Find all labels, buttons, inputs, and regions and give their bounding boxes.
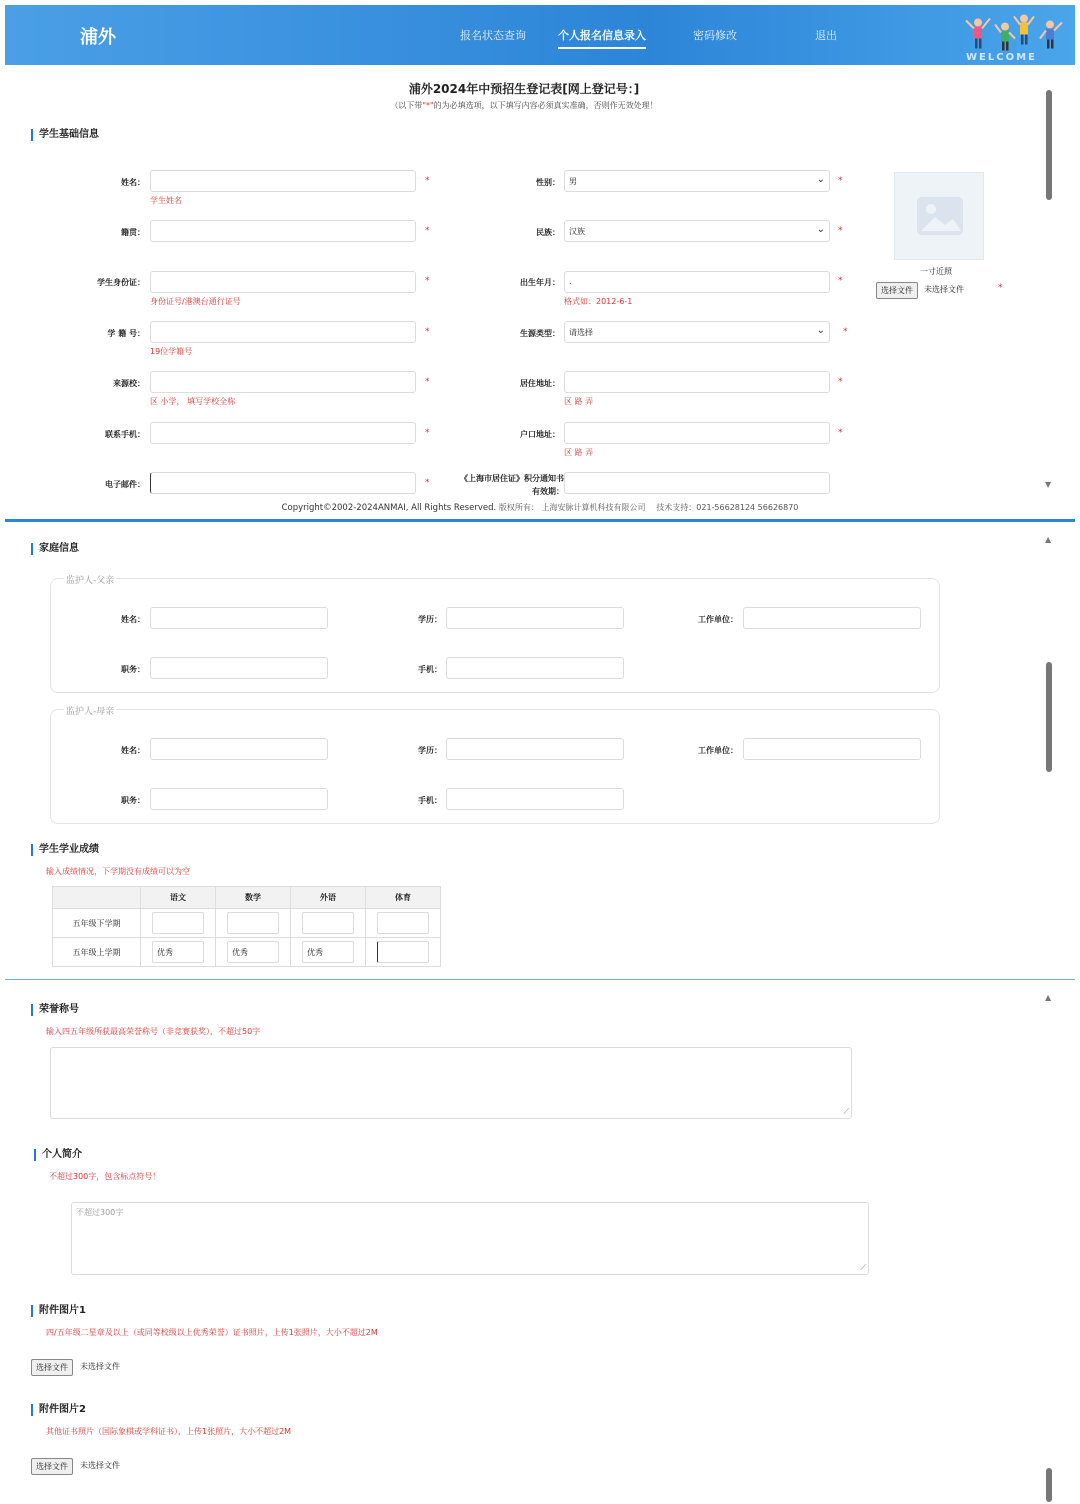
section-scores: 学生学业成绩 (31, 844, 99, 856)
attachment-1-file-button[interactable]: 选择文件 (31, 1359, 73, 1376)
divider (5, 519, 1075, 522)
nav-password-change[interactable]: 密码修改 (693, 29, 737, 42)
honor-note: 输入四五年级所获最高荣誉称号（非竞赛获奖），不超过50字 (46, 1027, 261, 1036)
scroll-up-arrow-icon[interactable]: ▲ (1045, 535, 1052, 544)
birth-required-star: * (838, 276, 843, 286)
nav-info-entry[interactable]: 个人报名信息录入 (558, 27, 646, 49)
table-header-row (53, 887, 441, 909)
address-hint: 区 路 弄 (564, 397, 594, 406)
source-school-label: 来源校： (113, 379, 145, 388)
intro-textarea[interactable] (71, 1202, 869, 1275)
footer-owner: 版权所有： 上海安脉计算机科技有限公司 (498, 503, 646, 512)
score-input[interactable] (152, 912, 204, 934)
photo-file-button[interactable]: 选择文件 (876, 282, 918, 299)
score-input[interactable]: 优秀 (152, 941, 204, 963)
photo-required-star: * (998, 283, 1003, 293)
section-family-info: 家庭信息 (31, 543, 79, 555)
mother-name-input[interactable] (150, 738, 328, 760)
address-required-star: * (838, 377, 843, 387)
native-place-input[interactable] (150, 220, 416, 242)
source-school-input[interactable] (150, 371, 416, 393)
honor-textarea[interactable] (50, 1047, 852, 1119)
subtitle-text-post: 的为必填选项，以下填写内容必须真实准确，否则作无效处理！ (433, 101, 658, 110)
attachment-1-file-status: 未选择文件 (80, 1362, 120, 1371)
resize-grip-icon[interactable]: ⟋ (843, 1107, 849, 1116)
father-edu-input[interactable] (446, 607, 624, 629)
divider (5, 979, 1075, 980)
hukou-input[interactable] (564, 422, 830, 444)
residence-permit-input[interactable] (564, 472, 830, 494)
student-roll-label: 学 籍 号： (107, 329, 145, 338)
father-job-input[interactable] (150, 657, 328, 679)
birth-date-input[interactable]: . (564, 271, 830, 293)
table-row (53, 909, 441, 938)
table-cell (216, 938, 291, 967)
scrollbar-bottom[interactable] (1046, 1468, 1052, 1502)
hukou-label: 户口地址： (520, 430, 560, 439)
student-roll-input[interactable] (150, 321, 416, 343)
id-required-star: * (425, 276, 430, 286)
table-header-cell (53, 887, 141, 909)
subtitle-required-mark: "*" (422, 101, 434, 110)
photo-file-status: 未选择文件 (924, 285, 964, 294)
table-header-cell: 体育 (366, 887, 441, 909)
ethnicity-required-star: * (838, 226, 843, 236)
attachment-2-file-button[interactable]: 选择文件 (31, 1458, 73, 1475)
father-work-input[interactable] (743, 607, 921, 629)
footer (0, 502, 1080, 513)
mother-work-input[interactable] (743, 738, 921, 760)
scores-table (52, 886, 441, 967)
phone-label: 联系手机： (105, 430, 145, 439)
table-row (53, 938, 441, 967)
footer-copyright: Copyright©2002-2024ANMAI, All Rights Reserved. (281, 503, 497, 513)
footer-support: 技术支持：021-56628124 56626870 (656, 503, 799, 512)
birth-date-hint: 格式如：2012-6-1 (564, 297, 633, 306)
id-number-input[interactable] (150, 271, 416, 293)
father-legend: 监护人-父亲 (64, 573, 116, 586)
gender-select[interactable] (564, 170, 830, 192)
section-attachment-2: 附件图片2 (31, 1404, 86, 1416)
score-input[interactable] (302, 912, 354, 934)
mother-phone-label: 手机： (418, 796, 442, 805)
ethnicity-label: 民族： (536, 228, 560, 237)
score-input[interactable] (377, 941, 429, 963)
birth-date-label: 出生年月： (520, 278, 560, 287)
mother-phone-input[interactable] (446, 788, 624, 810)
mother-legend: 监护人-母亲 (64, 704, 116, 717)
student-roll-hint: 19位学籍号 (150, 347, 193, 356)
table-cell (216, 909, 291, 938)
table-cell (366, 909, 441, 938)
intro-note: 不超过300字，包含标点符号！ (49, 1172, 161, 1181)
attachment-2-note: 其他证书照片（国际象棋或学科证书），上传1张照片，大小不超过2M (46, 1427, 292, 1436)
photo-preview (894, 172, 984, 260)
mother-name-label: 姓名： (121, 746, 145, 755)
section-honor: 荣誉称号 (31, 1004, 79, 1016)
intro-placeholder: 不超过300字 (76, 1208, 124, 1217)
gender-required-star: * (838, 176, 843, 186)
hukou-hint: 区 路 弄 (564, 448, 594, 457)
table-cell (366, 938, 441, 967)
father-phone-input[interactable] (446, 657, 624, 679)
residence-permit-label-line1: 《上海市居住证》积分通知书 (460, 474, 564, 483)
chevron-down-icon: ⌄ (816, 325, 825, 336)
scrollbar-basic[interactable] (1046, 90, 1052, 200)
subtitle-text-pre: （以下带 (390, 101, 423, 110)
address-input[interactable] (564, 371, 830, 393)
scrollbar-family[interactable] (1046, 662, 1052, 772)
table-cell (291, 938, 366, 967)
term-cell: 五年级下学期 (53, 909, 141, 938)
father-job-label: 职务： (121, 665, 145, 674)
scores-note: 输入成绩情况，下学期没有成绩可以为空 (46, 867, 190, 876)
welcome-text: WELCOME (966, 52, 1037, 63)
brand-logo: 浦外 (80, 27, 116, 48)
ethnicity-select[interactable] (564, 220, 830, 242)
school-required-star: * (425, 377, 430, 387)
image-placeholder-icon (895, 173, 985, 261)
name-required-star: * (425, 176, 430, 186)
mother-edu-input[interactable] (446, 738, 624, 760)
top-header (5, 5, 1075, 65)
mother-job-input[interactable] (150, 788, 328, 810)
residence-permit-label (430, 473, 564, 497)
hukou-required-star: * (838, 428, 843, 438)
mother-work-label: 工作单位： (698, 746, 738, 755)
form-title: 浦外2024年中预招生登记表[网上登记号：] (408, 82, 640, 96)
section-intro: 个人简介 (34, 1149, 82, 1161)
scroll-up-arrow-icon[interactable]: ▲ (1045, 993, 1052, 1002)
gender-selected-value: 男 (569, 177, 577, 186)
name-input[interactable] (150, 170, 416, 192)
table-cell (141, 938, 216, 967)
native-place-label: 籍贯： (121, 228, 145, 237)
table-cell (141, 909, 216, 938)
score-input[interactable]: 优秀 (302, 941, 354, 963)
name-label: 姓名： (121, 178, 145, 187)
score-input[interactable]: 优秀 (227, 941, 279, 963)
mother-edu-label: 学历： (418, 746, 442, 755)
id-number-label: 学生身份证： (97, 278, 145, 287)
source-type-label: 生源类型： (520, 329, 560, 338)
phone-required-star: * (425, 428, 430, 438)
mother-job-label: 职务： (121, 796, 145, 805)
source-type-required-star: * (843, 327, 848, 337)
scroll-down-arrow-icon[interactable]: ▼ (1045, 480, 1052, 489)
gender-label: 性别： (536, 178, 560, 187)
email-input[interactable] (150, 472, 416, 494)
address-label: 居住地址： (520, 379, 560, 388)
section-basic-info: 学生基础信息 (31, 129, 99, 141)
father-work-label: 工作单位： (698, 615, 738, 624)
section-attachment-1: 附件图片1 (31, 1305, 86, 1317)
father-phone-label: 手机： (418, 665, 442, 674)
form-subtitle (0, 100, 1048, 111)
email-label: 电子邮件： (105, 480, 145, 489)
term-cell: 五年级上学期 (53, 938, 141, 967)
table-header-cell: 外语 (291, 887, 366, 909)
native-required-star: * (425, 226, 430, 236)
score-input[interactable] (227, 912, 279, 934)
source-school-hint: 区 小学， 填写学校全称 (150, 397, 236, 406)
table-header-cell: 语文 (141, 887, 216, 909)
table-cell (291, 909, 366, 938)
photo-caption: 一寸近照 (920, 267, 952, 276)
attachment-1-note: 四/五年级二星章及以上（或同等校级以上优秀荣誉）证书照片，上传1张照片，大小不超过2M (46, 1328, 378, 1337)
name-hint: 学生姓名 (150, 196, 182, 205)
source-type-select[interactable] (564, 321, 830, 343)
residence-permit-label-line2: 有效期： (532, 487, 564, 496)
resize-grip-icon[interactable]: ⟋ (860, 1263, 866, 1272)
nav-status-query[interactable]: 报名状态查询 (460, 29, 526, 42)
attachment-2-file-status: 未选择文件 (80, 1461, 120, 1470)
chevron-down-icon: ⌄ (816, 224, 825, 235)
nav-logout[interactable]: 退出 (815, 29, 837, 42)
chevron-down-icon: ⌄ (816, 174, 825, 185)
father-edu-label: 学历： (418, 615, 442, 624)
father-name-label: 姓名： (121, 615, 145, 624)
phone-input[interactable] (150, 422, 416, 444)
roll-required-star: * (425, 327, 430, 337)
table-header-cell: 数学 (216, 887, 291, 909)
score-input[interactable] (377, 912, 429, 934)
source-type-selected-value: 请选择 (569, 328, 593, 337)
father-name-input[interactable] (150, 607, 328, 629)
id-number-hint: 身份证号/港澳台通行证号 (150, 297, 241, 306)
ethnicity-selected-value: 汉族 (569, 227, 585, 236)
email-required-star: * (425, 478, 430, 488)
